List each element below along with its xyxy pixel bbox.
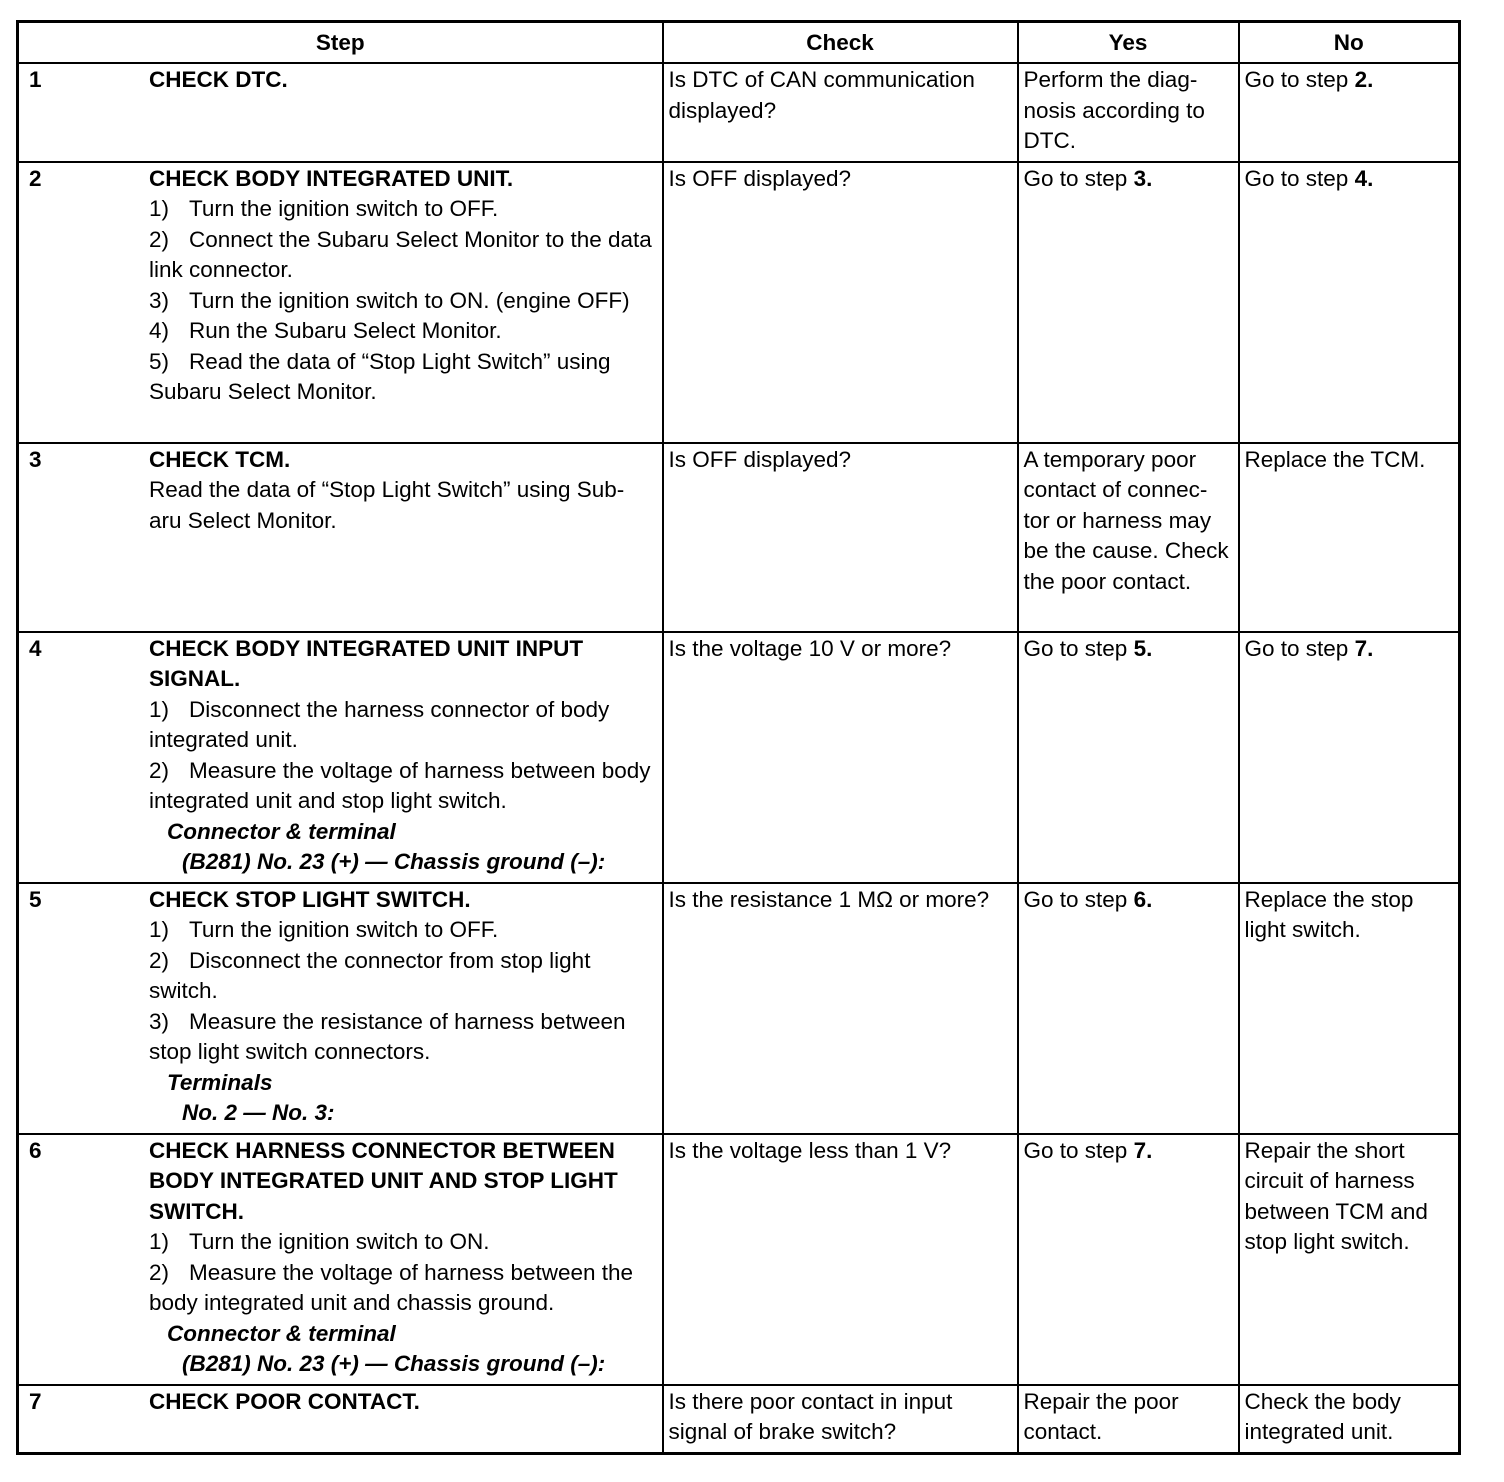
step-number: 6 xyxy=(29,1137,42,1163)
step-number: 1 xyxy=(29,67,42,92)
sub-value: (B281) No. 23 (+) — Chassis ground (–): xyxy=(182,1351,606,1376)
table-header-row xyxy=(18,22,1460,64)
instruction xyxy=(149,286,654,317)
instruction xyxy=(149,347,654,408)
yes-step-end: . xyxy=(1146,886,1153,912)
instruction xyxy=(149,1258,654,1319)
step-description: Read the data of “Stop Light Switch” using Sub-aru Select Monitor. xyxy=(149,477,625,533)
header-yes: Yes xyxy=(1018,22,1239,64)
yes-cell: Perform the diag-nosis according to DTC. xyxy=(1018,63,1239,162)
table-row xyxy=(18,443,1460,632)
instruction xyxy=(149,225,654,286)
instruction-text: Turn the ignition switch to OFF. xyxy=(189,917,499,942)
yes-cell: A temporary poor contact of connec-tor or harness may be the cause. Check the poor contact. xyxy=(1018,443,1239,632)
instruction xyxy=(149,316,654,347)
instruction xyxy=(149,946,654,1007)
sub-label: Terminals xyxy=(167,1069,273,1095)
yes-step-end: . xyxy=(1146,1137,1153,1163)
sub-label: Connector & terminal xyxy=(167,818,396,844)
step-title: CHECK DTC. xyxy=(149,67,288,92)
no-step-end: . xyxy=(1367,165,1374,191)
instruction xyxy=(149,1227,654,1258)
yes-text: Go to step xyxy=(1023,886,1134,912)
step-cell xyxy=(18,632,663,883)
step-title: CHECK POOR CONTACT. xyxy=(149,1388,420,1414)
no-text: Go to step xyxy=(1244,165,1355,191)
header-step: Step xyxy=(18,22,663,64)
yes-step-ref: 5 xyxy=(1133,635,1147,661)
yes-step-end: . xyxy=(1146,635,1153,661)
step-number: 5 xyxy=(29,886,42,912)
step-title: CHECK HARNESS CONNECTOR BETWEEN BODY INTEGRATED UNIT AND STOP LIGHT SWITCH. xyxy=(149,1137,618,1224)
instruction-number: 2) xyxy=(149,757,170,783)
no-cell xyxy=(1239,162,1460,443)
instruction-text: Measure the voltage of harness between body integrated unit and stop light switch. xyxy=(149,757,651,813)
instruction-number: 1) xyxy=(149,696,170,722)
check-cell: Is OFF displayed? xyxy=(663,443,1018,632)
yes-step-ref: 3 xyxy=(1133,165,1147,191)
check-cell: Is the resistance 1 MΩ or more? xyxy=(663,883,1018,1134)
instruction-text: Read the data of “Stop Light Switch” using Subaru Select Monitor. xyxy=(149,348,611,404)
step-cell xyxy=(18,883,663,1134)
step-title: CHECK TCM. xyxy=(149,446,291,472)
yes-step-ref: 6 xyxy=(1133,886,1147,912)
table-row xyxy=(18,632,1460,883)
no-cell: Replace the TCM. xyxy=(1239,443,1460,632)
table-row xyxy=(18,162,1460,443)
no-step-end: . xyxy=(1367,67,1374,92)
no-cell: Repair the short circuit of harness between TCM and stop light switch. xyxy=(1239,1134,1460,1385)
step-cell xyxy=(18,443,663,632)
no-step-ref: 7 xyxy=(1354,635,1368,661)
step-title: CHECK BODY INTEGRATED UNIT. xyxy=(149,165,514,191)
no-cell: Check the body integrated unit. xyxy=(1239,1385,1460,1454)
yes-cell xyxy=(1018,883,1239,1134)
instruction-number: 4) xyxy=(149,318,170,343)
header-check: Check xyxy=(663,22,1018,64)
instruction-text: Turn the ignition switch to OFF. xyxy=(189,196,499,221)
check-cell: Is there poor contact in input signal of brake switch? xyxy=(663,1385,1018,1454)
instruction-text: Turn the ignition switch to ON. xyxy=(189,1229,490,1254)
instruction-number: 5) xyxy=(149,348,170,374)
check-cell: Is the voltage 10 V or more? xyxy=(663,632,1018,883)
instruction-text: Turn the ignition switch to ON. (engine OFF) xyxy=(189,287,630,313)
instruction xyxy=(149,695,654,756)
step-title: CHECK BODY INTEGRATED UNIT INPUT SIGNAL. xyxy=(149,635,584,691)
no-cell xyxy=(1239,63,1460,162)
check-cell: Is the voltage less than 1 V? xyxy=(663,1134,1018,1385)
instruction-text: Measure the voltage of harness between the body integrated unit and chassis ground. xyxy=(149,1259,634,1315)
instruction-number: 1) xyxy=(149,196,170,221)
check-cell: Is DTC of CAN communication displayed? xyxy=(663,63,1018,162)
instruction xyxy=(149,194,654,225)
yes-cell xyxy=(1018,1134,1239,1385)
table-row xyxy=(18,1134,1460,1385)
table-row xyxy=(18,63,1460,162)
step-cell xyxy=(18,162,663,443)
step-number: 2 xyxy=(29,165,42,191)
sub-label: Connector & terminal xyxy=(167,1320,396,1346)
table-row xyxy=(18,1385,1460,1454)
step-cell xyxy=(18,1134,663,1385)
instruction-number: 1) xyxy=(149,1229,170,1254)
yes-cell xyxy=(1018,162,1239,443)
yes-text: Go to step xyxy=(1023,1137,1134,1163)
instruction-number: 2) xyxy=(149,226,170,252)
diagnostic-table xyxy=(16,20,1461,1455)
step-number: 3 xyxy=(29,446,42,472)
instruction-number: 2) xyxy=(149,947,170,973)
yes-step-end: . xyxy=(1146,165,1153,191)
instruction-text: Measure the resistance of harness between stop light switch connectors. xyxy=(149,1008,626,1064)
sub-value: (B281) No. 23 (+) — Chassis ground (–): xyxy=(182,849,606,874)
step-cell xyxy=(18,1385,663,1454)
no-cell: Replace the stop light switch. xyxy=(1239,883,1460,1134)
instruction-text: Disconnect the connector from stop light switch. xyxy=(149,947,591,1003)
instruction xyxy=(149,756,654,817)
instruction xyxy=(149,915,654,946)
step-title: CHECK STOP LIGHT SWITCH. xyxy=(149,886,471,912)
no-text: Go to step xyxy=(1244,635,1355,661)
instruction-number: 3) xyxy=(149,287,170,313)
step-cell xyxy=(18,63,663,162)
no-step-end: . xyxy=(1367,635,1374,661)
step-number: 7 xyxy=(29,1388,42,1414)
yes-cell: Repair the poor contact. xyxy=(1018,1385,1239,1454)
no-step-ref: 4 xyxy=(1354,165,1368,191)
no-text: Go to step xyxy=(1244,67,1355,92)
instruction-number: 2) xyxy=(149,1259,170,1285)
instruction-text: Disconnect the harness connector of body integrated unit. xyxy=(149,696,610,752)
instruction xyxy=(149,1007,654,1068)
instruction-number: 3) xyxy=(149,1008,170,1034)
instruction-text: Run the Subaru Select Monitor. xyxy=(189,318,502,343)
check-cell: Is OFF displayed? xyxy=(663,162,1018,443)
step-number: 4 xyxy=(29,635,42,661)
no-cell xyxy=(1239,632,1460,883)
sub-value: No. 2 — No. 3: xyxy=(182,1100,335,1125)
header-no: No xyxy=(1239,22,1460,64)
no-step-ref: 2 xyxy=(1354,67,1368,92)
yes-text: Go to step xyxy=(1023,635,1134,661)
yes-cell xyxy=(1018,632,1239,883)
yes-step-ref: 7 xyxy=(1133,1137,1147,1163)
instruction-text: Connect the Subaru Select Monitor to the data link connector. xyxy=(149,226,652,282)
table-row xyxy=(18,883,1460,1134)
instruction-number: 1) xyxy=(149,917,170,942)
yes-text: Go to step xyxy=(1023,165,1134,191)
